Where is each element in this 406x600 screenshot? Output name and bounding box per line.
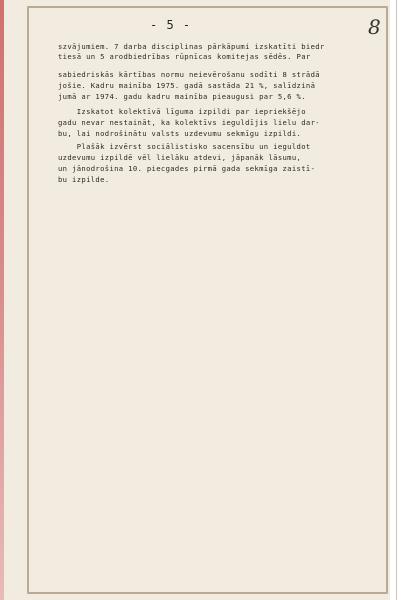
text-line: tiesā un 5 arodbiedrības rūpnīcas komitejas sēdēs. Par [58, 52, 311, 61]
page-edge-line [396, 0, 397, 600]
binding-edge-mark [0, 0, 4, 600]
text-line: jumā ar 1974. gadu kadru mainība pieaugusi par 5,6 %. [58, 92, 306, 101]
text-line: uzdevumu izpildē vēl lielāku atdevi, jāpanāk lāsumu, [58, 153, 302, 162]
text-line: bu, lai nodrošinātu valsts uzdevumu sekmīgu izpildi. [58, 129, 302, 138]
text-line: jošie. Kadru mainība 1975. gadā sastāda 21 %, salīdzinā [58, 81, 316, 90]
page-number: - 5 - [150, 18, 192, 32]
page-margin [390, 0, 406, 600]
text-line: gadu nevar nestaināt, ka kolektīvs ieguldījis lielu dar- [58, 118, 320, 127]
text-line: sabiedriskās kārtības normu neievērošanu sodīti 8 strādā [58, 70, 320, 79]
handwritten-folio-number: 8 [368, 15, 381, 39]
text-line: szvājumiem. 7 darba disciplinas pārkāpumi izskatīti biedr [58, 42, 325, 51]
text-line: Izskatot kolektīvā līguma izpildi par iepriekšējo [58, 107, 306, 116]
text-line: un jānodrošina 10. piecgades pirmā gada sekmīga zaistī- [58, 164, 316, 173]
text-line: Plašāk izvērst sociālistisko sacensību un ieguldot [58, 142, 311, 151]
text-line: bu izpilde. [58, 175, 110, 184]
